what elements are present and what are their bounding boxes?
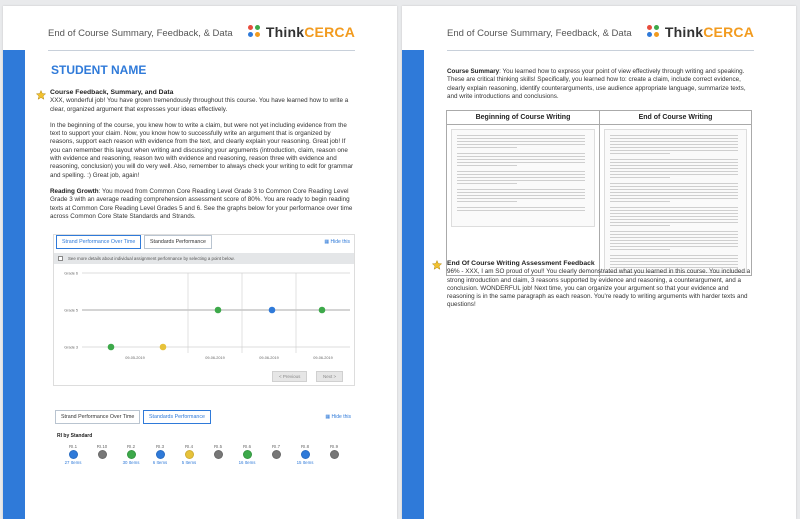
end-writing-column — [600, 111, 751, 277]
thumbnail-line — [610, 150, 738, 151]
end-writing-heading: End of Course Writing — [600, 111, 751, 125]
x-tick-label: 09-06-2019 — [313, 356, 333, 360]
thumbnail-line — [457, 183, 517, 184]
data-point[interactable] — [215, 307, 222, 314]
standard-code: RI.3 — [155, 444, 165, 449]
thumbnail-line — [457, 177, 585, 178]
thumbnail-line — [457, 207, 585, 208]
thumbnail-line — [610, 237, 738, 238]
feedback-title: Course Feedback, Summary, and Data — [50, 89, 174, 96]
thumbnail-line — [457, 153, 585, 154]
logo-text: ThinkCERCA — [265, 24, 355, 40]
standard-code: RI.10 — [96, 444, 108, 449]
standard-code: RI.5 — [213, 444, 223, 449]
data-point[interactable] — [269, 307, 276, 314]
logo-mark-icon — [647, 25, 661, 39]
right-blue-bar — [402, 50, 424, 519]
header-rule — [48, 50, 355, 51]
header-rule — [447, 50, 754, 51]
thumbnail-line — [610, 162, 738, 163]
thumbnail-line — [457, 195, 585, 196]
y-tick-label: Grade 3 — [64, 345, 78, 350]
writing-comparison-table — [446, 110, 752, 276]
left-header — [48, 24, 355, 46]
hide-icon: ▦ — [325, 414, 332, 420]
reading-growth-paragraph: Reading Growth: You moved from Common Core Reading Level Grade 3 to Common Core Reading Level Grade 3 with an average reading comprehension assessment score of 80%. You are ready to begin reading texts at Common Core Reading Level Grades 5 and 6. See the graphs below for your performance over time across Common Core State Standards and Strands. — [50, 187, 353, 220]
thumbnail-line — [457, 144, 585, 145]
thumbnail-line — [610, 141, 738, 142]
thumbnail-line — [610, 258, 738, 259]
hide-standards-link[interactable]: ▦ Hide this — [325, 414, 351, 420]
info-checkbox[interactable] — [58, 256, 63, 261]
thumbnail-line — [610, 243, 738, 244]
thumbnail-line — [610, 231, 738, 232]
feedback-paragraph-2: In the beginning of the course, you knew how to write a claim, but were not yet including evidence from the text to support your claim. Now, you know how to successfully write an argument that is organized by reasons, support each reason with evidence from the text, and clearly explain your reasoning. Great job! If you can remember this layout when writing and discussing your arguments (introduction, claim, reason one with evidence and reasoning, reason two with evidence and reasoning, reason three with evidence and reasoning, conclusion) you will do very well. Also, remember to always check your writing to edit for grammar and spelling. :) Great job, again! — [50, 121, 354, 179]
assessment-text: 96% - XXX, I am SO proud of you!! You clearly demonstrated what you learned in this course. You included a strong introduction and claim, 3 reasons supported by evidence and reasoning, a counterargument, and a conclusion. WONDERFUL job! Next time, you can organize your argument so that your evidence and reasoning is in the same paragraph as each reason. You're ready to writing arguments with harder texts and questions! — [447, 268, 751, 309]
status-dot-icon — [98, 450, 107, 459]
standard-items-count: 16 Items — [238, 460, 256, 465]
thumbnail-line — [610, 213, 738, 214]
thumbnail-line — [610, 159, 738, 160]
thumbnail-line — [610, 240, 738, 241]
standard-code: RI.6 — [242, 444, 252, 449]
check-icon — [127, 450, 136, 459]
scatter-plot — [54, 265, 354, 365]
standard-item[interactable] — [59, 444, 87, 465]
thumbnail-line — [610, 174, 738, 175]
standard-code: RI.7 — [271, 444, 281, 449]
standard-code: RI.1 — [68, 444, 78, 449]
thumbnail-line — [610, 222, 738, 223]
thumbnail-line — [610, 186, 738, 187]
standards-performance-panel — [53, 410, 355, 482]
thumbnail-line — [457, 138, 585, 139]
feedback-section — [50, 89, 356, 221]
standard-code: RI.2 — [126, 444, 136, 449]
thumbnail-line — [457, 192, 585, 193]
status-dot-icon — [185, 450, 194, 459]
thumbnail-line — [610, 246, 738, 247]
standard-items-count: 30 Items — [122, 460, 140, 465]
left-blue-bar — [3, 50, 25, 519]
tab-standards-performance[interactable]: Standards Performance — [144, 235, 212, 249]
status-dot-icon — [214, 450, 223, 459]
standard-items-count: 6 Items — [152, 460, 168, 465]
standard-item[interactable] — [233, 444, 261, 465]
thumbnail-line — [610, 216, 738, 217]
status-dot-icon — [69, 450, 78, 459]
tab-standards-performance-2[interactable]: Standards Performance — [143, 410, 211, 424]
data-point[interactable] — [160, 344, 167, 351]
star-icon — [36, 90, 46, 100]
standard-item[interactable] — [262, 444, 290, 460]
thumbnail-line — [457, 147, 517, 148]
beginning-writing-thumbnail — [451, 129, 595, 227]
thumbnail-line — [610, 147, 738, 148]
strand-performance-chart — [53, 234, 355, 386]
thumbnail-line — [610, 198, 738, 199]
next-button[interactable]: Next > — [316, 371, 343, 382]
logo-text: ThinkCERCA — [664, 24, 754, 40]
thumbnail-line — [457, 162, 585, 163]
data-point[interactable] — [108, 344, 115, 351]
tab-strand-performance-2[interactable]: Strand Performance Over Time — [55, 410, 140, 424]
thumbnail-line — [457, 198, 585, 199]
thumbnail-line — [610, 189, 738, 190]
assessment-title: End Of Course Writing Assessment Feedback — [447, 260, 595, 267]
course-summary: Course Summary: You learned how to express your point of view effectively through writing and speaking. These are critical thinking skills! Specifically, you learned how to: create a claim, include correct evidence, clearly explain reasoning, identify counterarguments, use audience appropriate language, summarize texts, and write introductions and conclusions. — [447, 68, 746, 100]
thumbnail-line — [610, 225, 670, 226]
x-tick-label: 09-06-2019 — [259, 356, 279, 360]
thumbnail-line — [457, 141, 585, 142]
thumbnail-line — [457, 201, 517, 202]
standard-code: RI.9 — [329, 444, 339, 449]
x-tick-label: 09-06-2019 — [205, 356, 225, 360]
thumbnail-line — [610, 219, 738, 220]
end-writing-thumbnail — [604, 129, 747, 273]
status-dot-icon — [330, 450, 339, 459]
star-icon — [432, 260, 442, 270]
standard-code: RI.8 — [300, 444, 310, 449]
standard-item[interactable] — [88, 444, 116, 460]
student-name: STUDENT NAME — [51, 63, 147, 77]
standard-items-count: 5 Items — [181, 460, 197, 465]
thumbnail-line — [457, 180, 585, 181]
header-title: End of Course Summary, Feedback, & Data — [447, 28, 632, 39]
status-dot-icon — [301, 450, 310, 459]
standard-items-count: 27 Items — [64, 460, 82, 465]
thumbnail-line — [610, 255, 738, 256]
thumbnail-line — [457, 165, 517, 166]
tab-strand-performance[interactable]: Strand Performance Over Time — [56, 235, 141, 249]
logo-mark-icon — [248, 25, 262, 39]
thumbnail-line — [610, 207, 738, 208]
thumbnail-line — [610, 138, 738, 139]
y-tick-label: Grade 6 — [64, 271, 78, 276]
thinkcerca-logo — [248, 24, 355, 40]
thumbnail-line — [457, 156, 585, 157]
right-header — [447, 24, 754, 46]
thumbnail-line — [457, 210, 585, 211]
status-dot-icon — [272, 450, 281, 459]
thumbnail-line — [457, 189, 585, 190]
thumbnail-line — [610, 177, 670, 178]
thumbnail-line — [610, 171, 738, 172]
standard-item[interactable] — [175, 444, 203, 465]
thumbnail-line — [610, 210, 738, 211]
standard-item[interactable] — [320, 444, 348, 460]
thumbnail-line — [610, 249, 670, 250]
standard-item[interactable] — [291, 444, 319, 465]
hide-chart-link[interactable]: ▦ Hide this — [324, 239, 350, 245]
standard-item[interactable] — [204, 444, 232, 460]
thumbnail-line — [610, 135, 738, 136]
chart-info-bar: See more details about individual assignment performance by selecting a point below. — [54, 253, 354, 264]
thumbnail-line — [610, 183, 738, 184]
assessment-feedback — [447, 260, 753, 310]
beginning-writing-column — [447, 111, 600, 277]
status-dot-icon — [156, 450, 165, 459]
thumbnail-line — [610, 192, 738, 193]
thumbnail-line — [610, 234, 738, 235]
thumbnail-line — [457, 171, 585, 172]
standard-item[interactable] — [117, 444, 145, 465]
thumbnail-line — [457, 135, 585, 136]
hide-icon: ▦ — [324, 239, 331, 245]
by-standard-label: RI by Standard — [57, 433, 93, 439]
beginning-writing-heading: Beginning of Course Writing — [447, 111, 599, 125]
previous-button[interactable]: < Previous — [272, 371, 307, 382]
thumbnail-line — [457, 174, 585, 175]
standard-item[interactable] — [146, 444, 174, 465]
thumbnail-line — [610, 201, 670, 202]
check-icon — [243, 450, 252, 459]
thinkcerca-logo — [647, 24, 754, 40]
thumbnail-line — [610, 165, 738, 166]
standard-items-count: 15 Items — [296, 460, 314, 465]
right-page — [402, 6, 796, 519]
header-title: End of Course Summary, Feedback, & Data — [48, 28, 233, 39]
left-page — [3, 6, 397, 519]
standard-code: RI.4 — [184, 444, 194, 449]
data-point[interactable] — [319, 307, 326, 314]
y-tick-label: Grade 5 — [64, 308, 78, 313]
thumbnail-line — [610, 195, 738, 196]
x-tick-label: 09-05-2019 — [125, 356, 145, 360]
thumbnail-line — [610, 153, 670, 154]
feedback-paragraph-1: XXX, wonderful job! You have grown tremendously throughout this course. You have learned how to write a clear, organized argument that expresses your ideas effectively. — [50, 97, 349, 113]
thumbnail-line — [610, 144, 738, 145]
thumbnail-line — [610, 168, 738, 169]
thumbnail-line — [457, 159, 585, 160]
